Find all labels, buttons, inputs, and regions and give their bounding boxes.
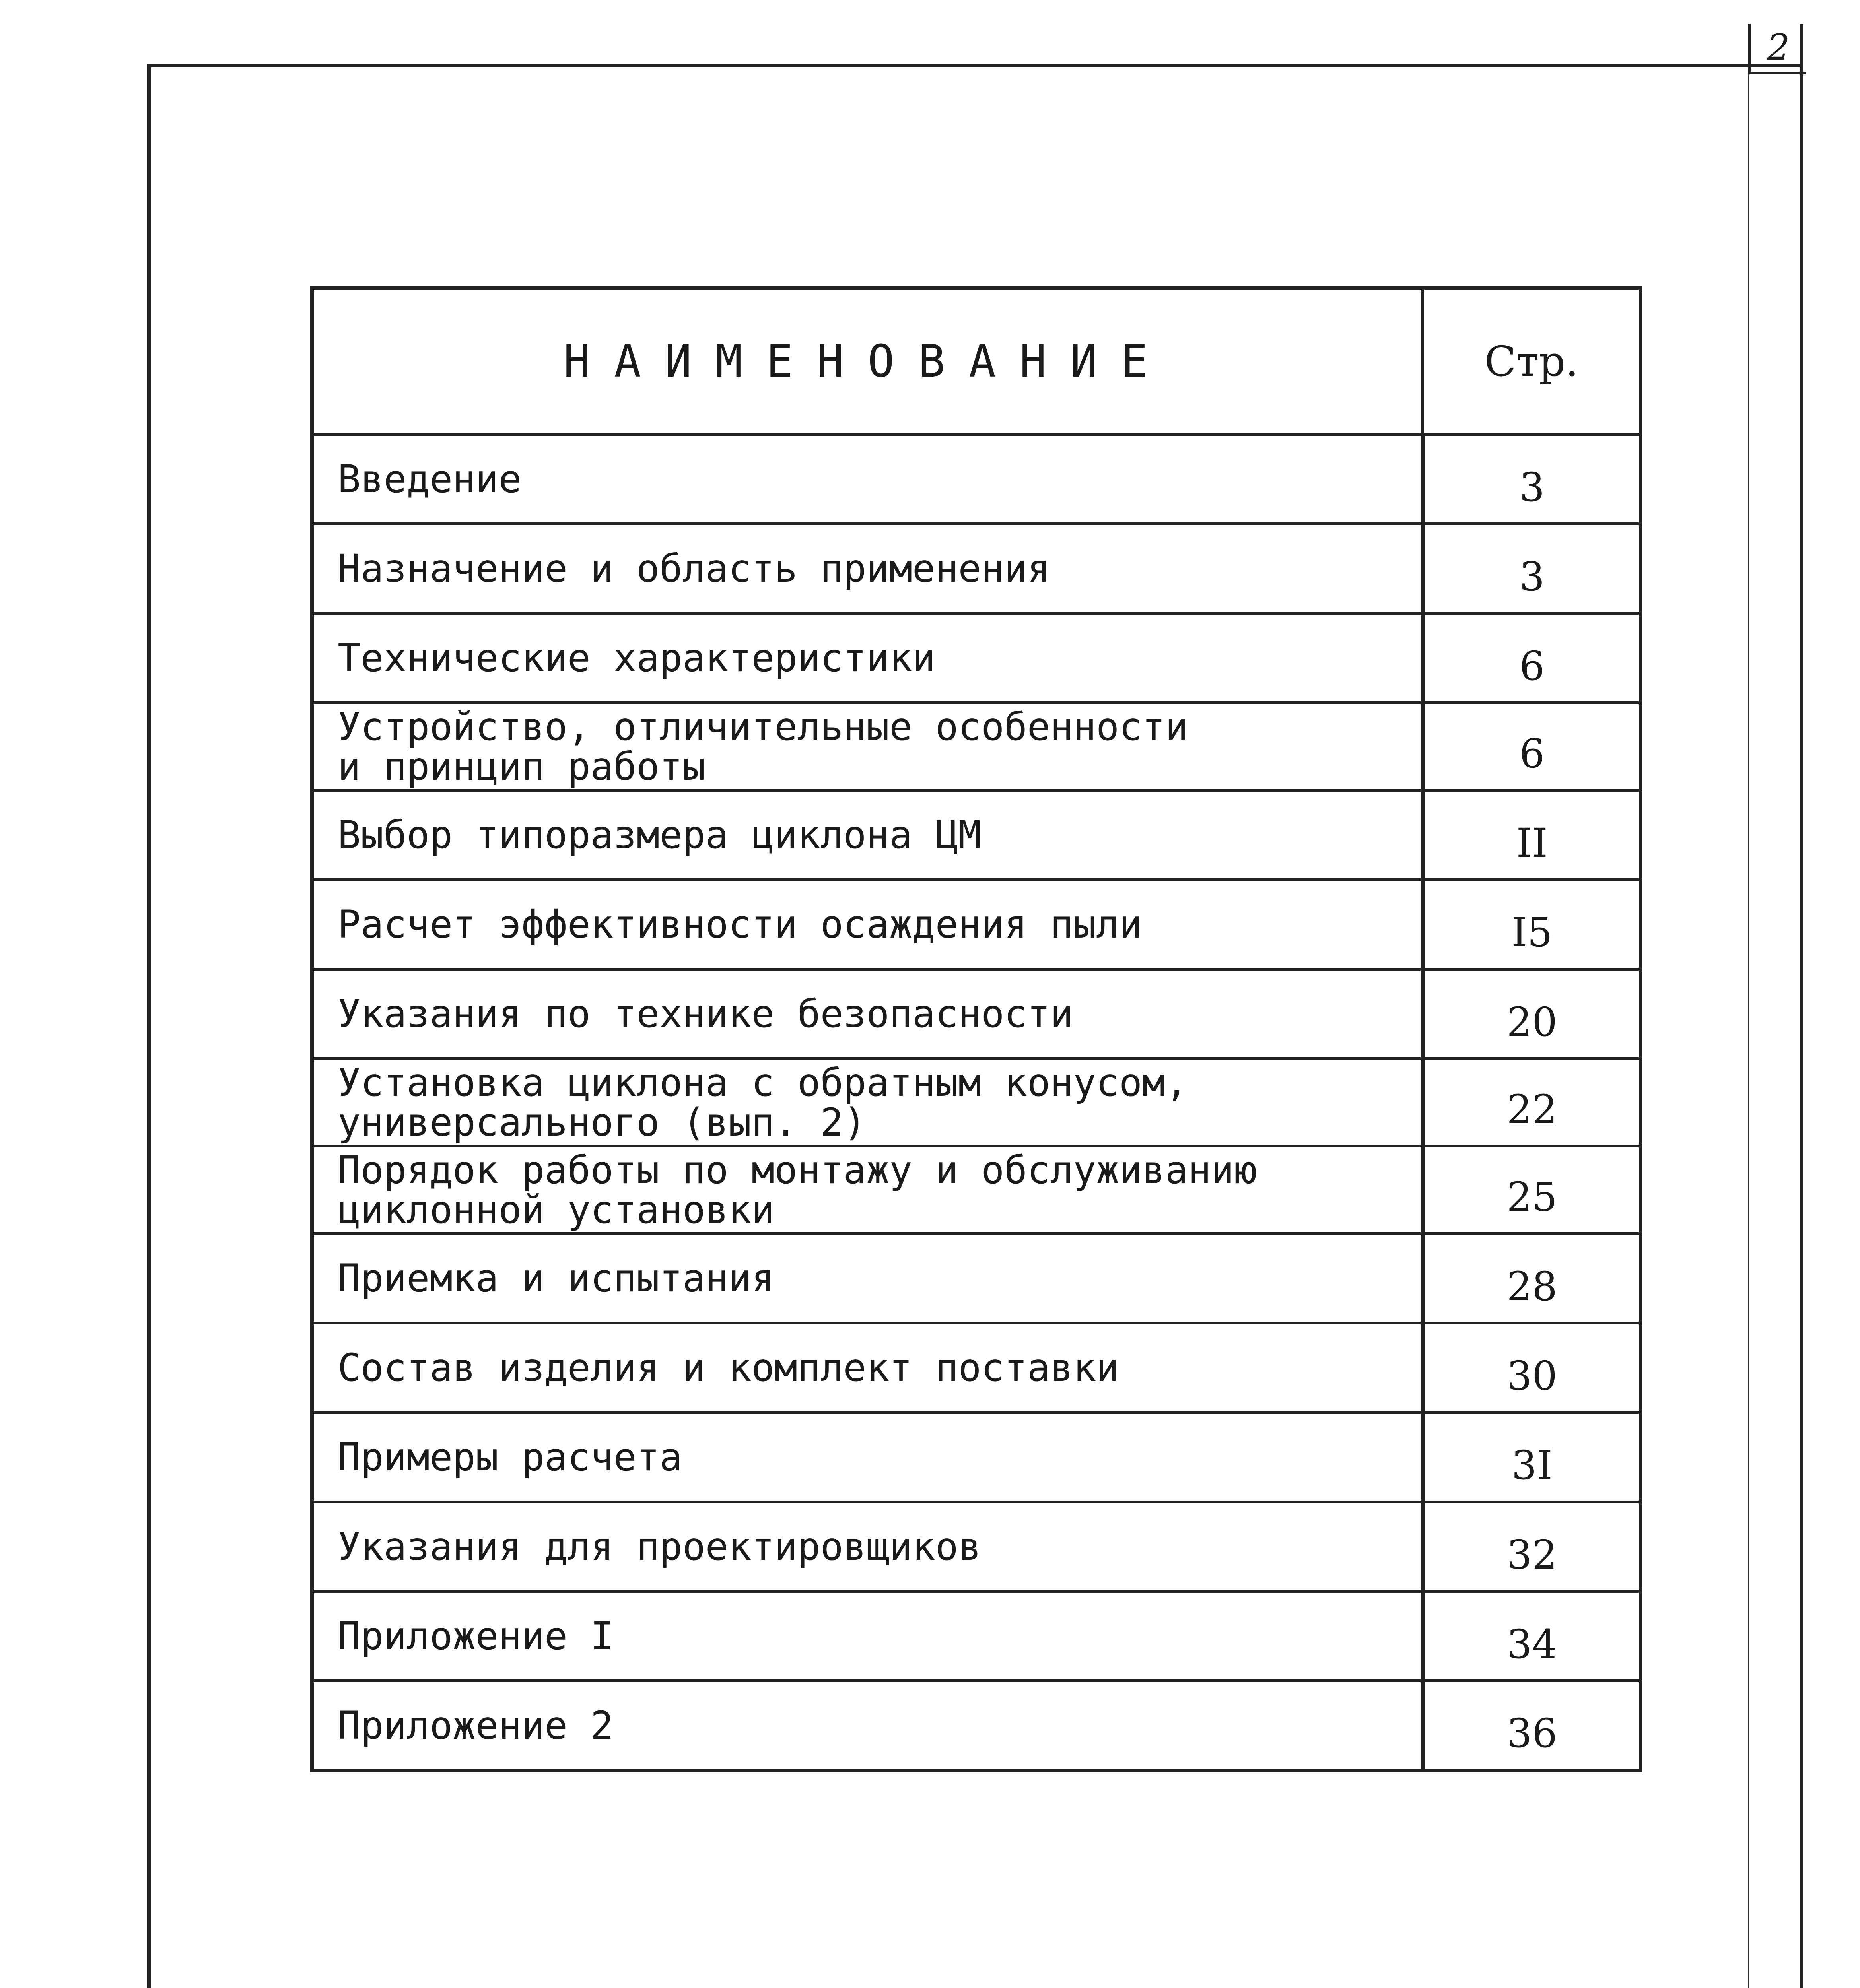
contents-row	[312, 880, 1641, 969]
section-page: 28	[1423, 1234, 1641, 1323]
sheet-number: 2	[1748, 24, 1806, 74]
section-page: 3	[1423, 435, 1641, 524]
contents-row	[312, 613, 1641, 703]
contents-row	[312, 1592, 1641, 1681]
section-page: 3	[1423, 524, 1641, 613]
contents-header-row	[312, 288, 1641, 435]
section-name: Выбор типоразмера циклона ЦМ	[312, 790, 1423, 880]
section-name: Приложение 2	[312, 1681, 1423, 1771]
section-name: Расчет эффективности осаждения пыли	[312, 880, 1423, 969]
contents-row	[312, 790, 1641, 880]
section-name: Порядок работы по монтажу и обслуживанию циклонной установки	[312, 1146, 1423, 1234]
contents-body	[312, 435, 1641, 1771]
section-page: 3I	[1423, 1413, 1641, 1502]
frame-right-border	[1800, 24, 1803, 1988]
contents-row	[312, 435, 1641, 524]
section-name: Указания по технике безопасности	[312, 969, 1423, 1059]
section-page: II	[1423, 790, 1641, 880]
section-page: 6	[1423, 613, 1641, 703]
section-page: 22	[1423, 1059, 1641, 1146]
contents-row	[312, 969, 1641, 1059]
section-name: Введение	[312, 435, 1423, 524]
section-page: 20	[1423, 969, 1641, 1059]
section-page: 6	[1423, 703, 1641, 790]
contents-table	[310, 286, 1642, 1772]
header-name: НАИМЕНОВАНИЕ	[312, 288, 1423, 435]
section-name: Технические характеристики	[312, 613, 1423, 703]
contents-row	[312, 1323, 1641, 1413]
contents-row	[312, 703, 1641, 790]
frame-top-border	[147, 64, 1802, 67]
section-name: Указания для проектировщиков	[312, 1502, 1423, 1592]
section-page: 36	[1423, 1681, 1641, 1771]
contents-row	[312, 524, 1641, 613]
frame-left-border	[147, 64, 151, 1988]
section-page: I5	[1423, 880, 1641, 969]
contents-row	[312, 1146, 1641, 1234]
section-name: Приемка и испытания	[312, 1234, 1423, 1323]
section-name: Назначение и область применения	[312, 524, 1423, 613]
section-page: 32	[1423, 1502, 1641, 1592]
section-name: Примеры расчета	[312, 1413, 1423, 1502]
header-page: Стр.	[1423, 288, 1641, 435]
contents-row	[312, 1234, 1641, 1323]
section-name: Состав изделия и комплект поставки	[312, 1323, 1423, 1413]
section-name: Устройство, отличительные особенности и принцип работы	[312, 703, 1423, 790]
contents-row	[312, 1059, 1641, 1146]
section-page: 34	[1423, 1592, 1641, 1681]
section-page: 30	[1423, 1323, 1641, 1413]
section-name: Приложение I	[312, 1592, 1423, 1681]
section-page: 25	[1423, 1146, 1641, 1234]
contents-row	[312, 1413, 1641, 1502]
contents-row	[312, 1502, 1641, 1592]
contents-row	[312, 1681, 1641, 1771]
section-name: Установка циклона с обратным конусом, универсального (вып. 2)	[312, 1059, 1423, 1146]
frame-inner-right-border	[1748, 64, 1749, 1988]
